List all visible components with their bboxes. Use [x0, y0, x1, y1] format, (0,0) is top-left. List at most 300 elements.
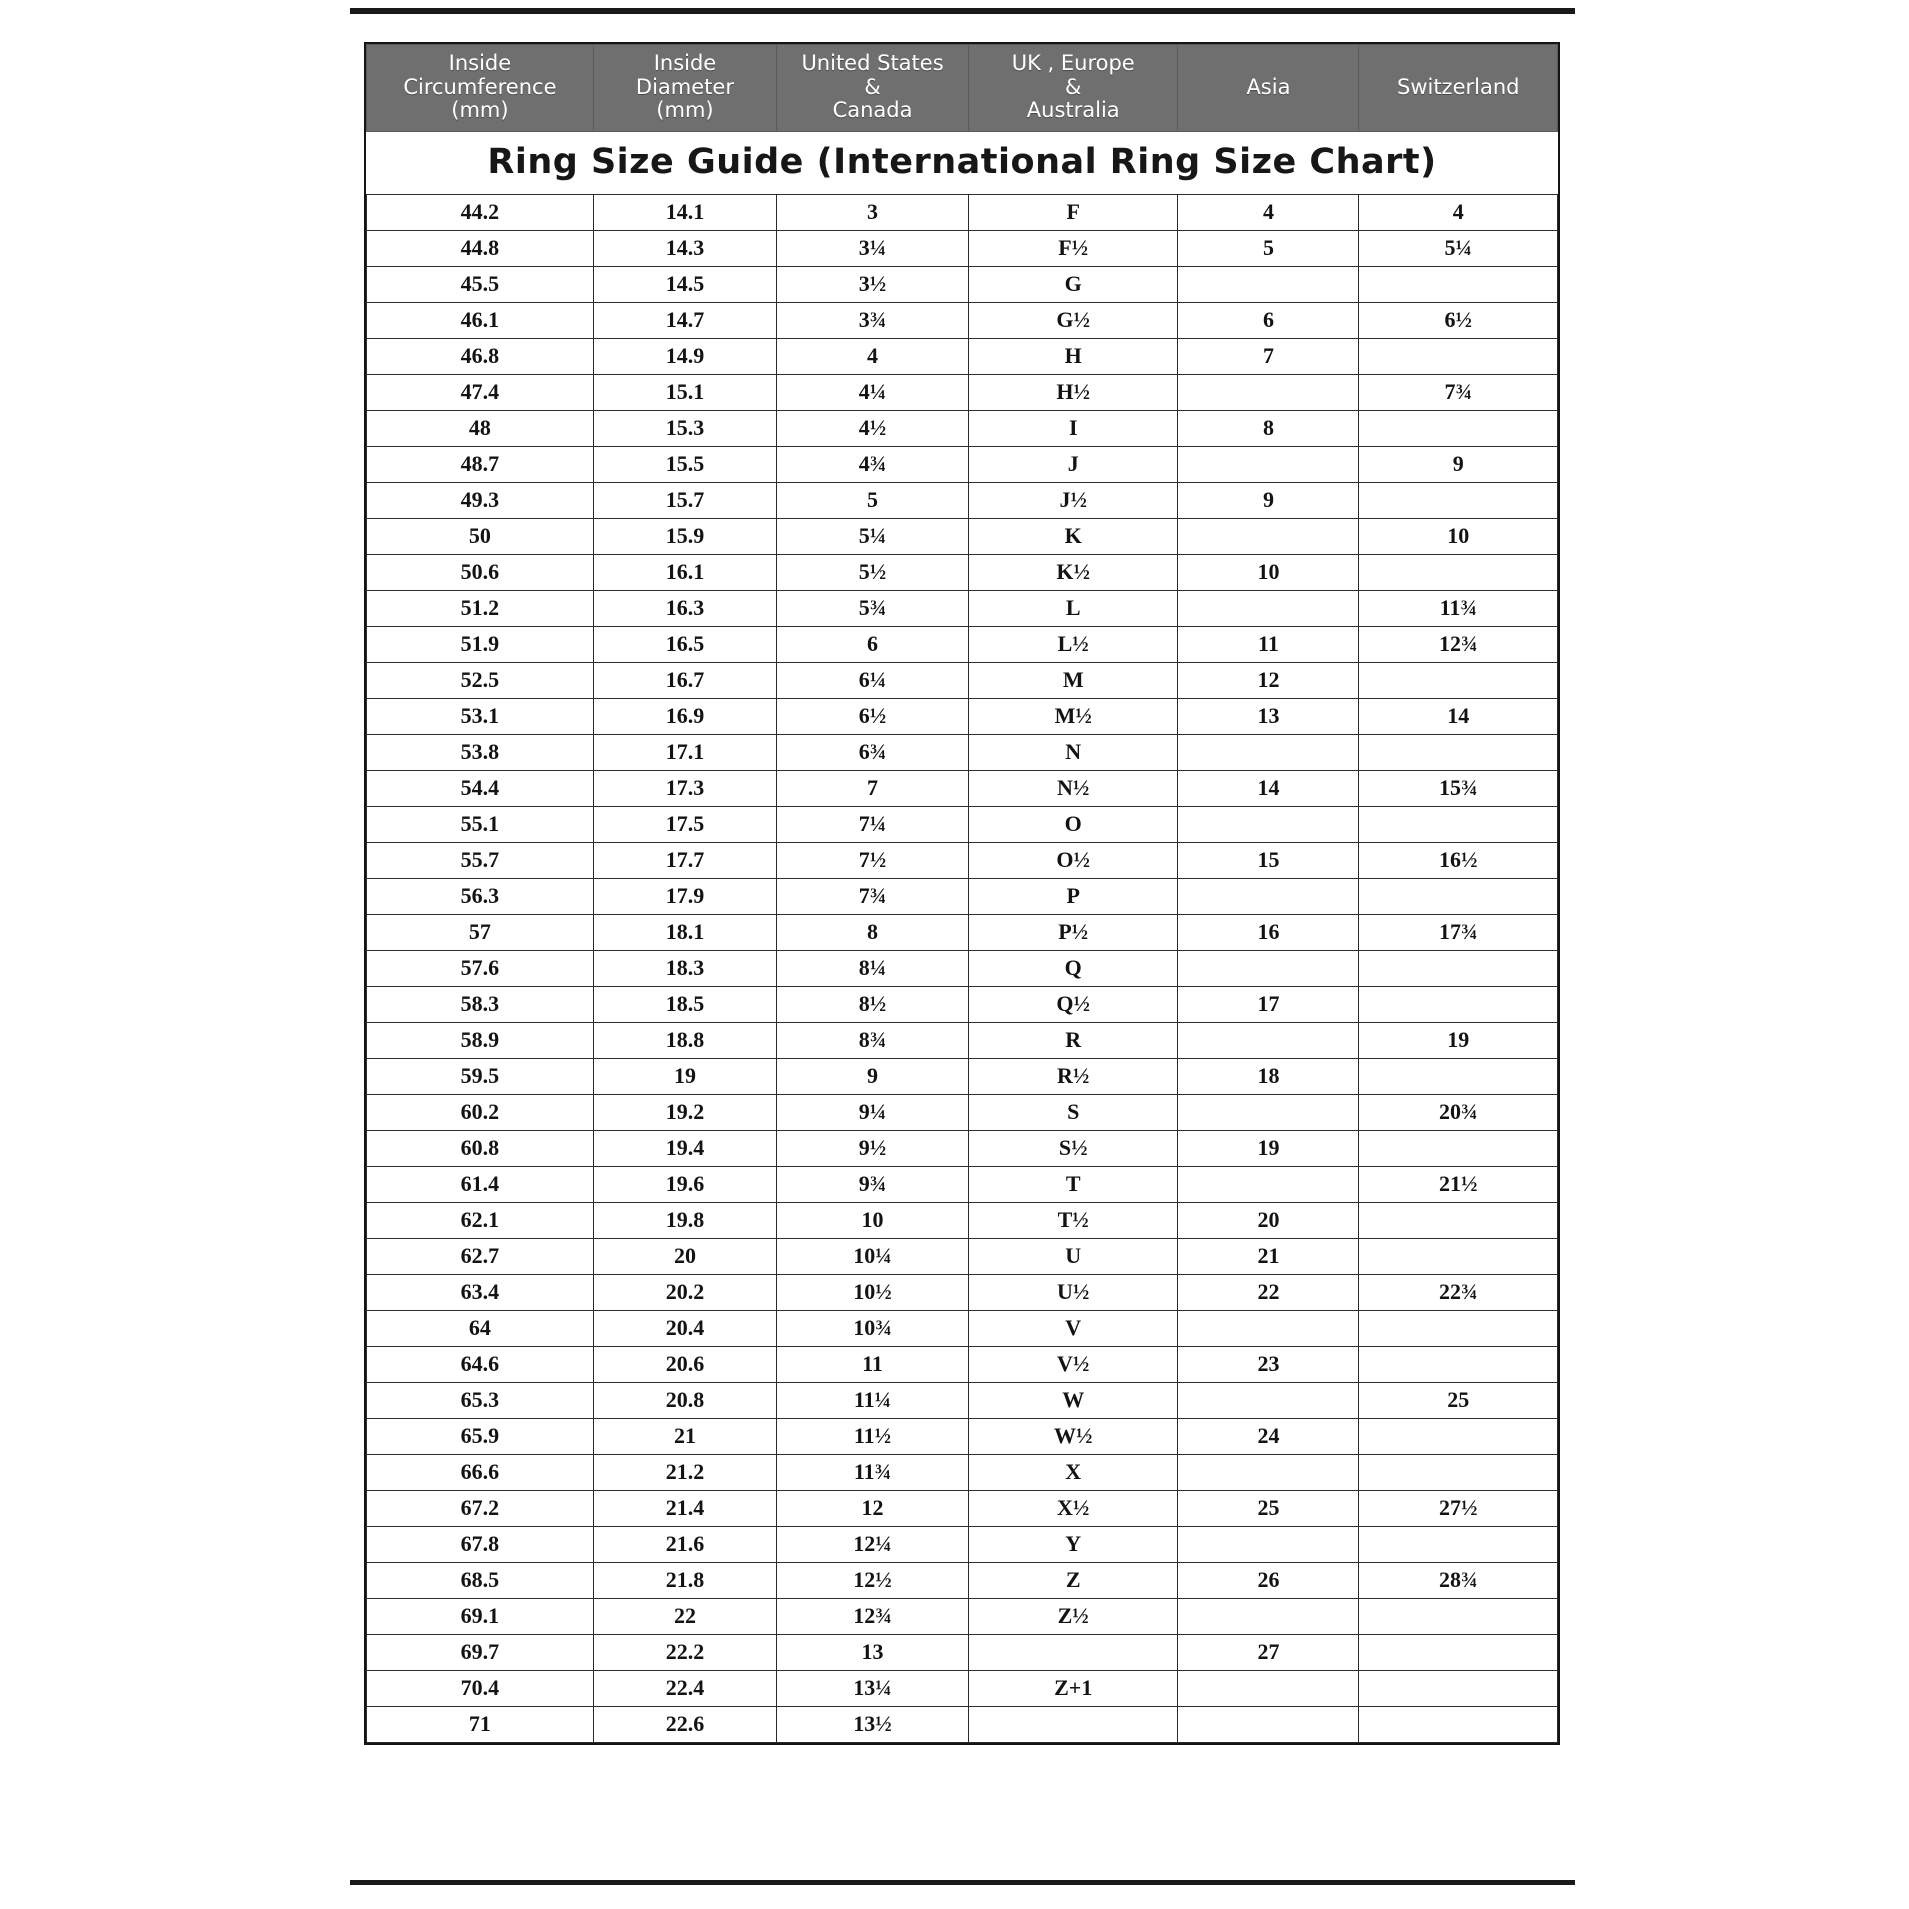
table-header-band: [367, 45, 1558, 132]
cell-r7-c0: 48.7: [367, 446, 594, 482]
cell-r3-c4: 6: [1178, 302, 1359, 338]
cell-r5-c3: H½: [969, 374, 1178, 410]
cell-r26-c5: [1359, 1130, 1558, 1166]
table-row: [367, 482, 1558, 518]
cell-r31-c0: 64: [367, 1310, 594, 1346]
top-rule-line: [350, 8, 1575, 14]
cell-r23-c0: 58.9: [367, 1022, 594, 1058]
cell-r9-c3: K: [969, 518, 1178, 554]
cell-r8-c3: J½: [969, 482, 1178, 518]
cell-r14-c1: 16.9: [593, 698, 776, 734]
cell-r4-c1: 14.9: [593, 338, 776, 374]
column-header-3: [969, 45, 1178, 132]
cell-r20-c3: P½: [969, 914, 1178, 950]
cell-r8-c1: 15.7: [593, 482, 776, 518]
table-row: [367, 950, 1558, 986]
cell-r16-c0: 54.4: [367, 770, 594, 806]
table-row: [367, 698, 1558, 734]
cell-r39-c4: [1178, 1598, 1359, 1634]
cell-r30-c4: 22: [1178, 1274, 1359, 1310]
cell-r38-c4: 26: [1178, 1562, 1359, 1598]
cell-r36-c2: 12: [777, 1490, 969, 1526]
cell-r24-c2: 9: [777, 1058, 969, 1094]
cell-r3-c2: 3¾: [777, 302, 969, 338]
table-row: [367, 1382, 1558, 1418]
cell-r17-c2: 7¼: [777, 806, 969, 842]
cell-r32-c4: 23: [1178, 1346, 1359, 1382]
cell-r24-c1: 19: [593, 1058, 776, 1094]
cell-r36-c5: 27½: [1359, 1490, 1558, 1526]
table-row: [367, 1130, 1558, 1166]
cell-r30-c0: 63.4: [367, 1274, 594, 1310]
cell-r18-c4: 15: [1178, 842, 1359, 878]
cell-r13-c3: M: [969, 662, 1178, 698]
cell-r22-c0: 58.3: [367, 986, 594, 1022]
cell-r6-c0: 48: [367, 410, 594, 446]
cell-r4-c5: [1359, 338, 1558, 374]
table-row: [367, 914, 1558, 950]
cell-r21-c5: [1359, 950, 1558, 986]
column-header-2: [777, 45, 969, 132]
cell-r41-c2: 13¼: [777, 1670, 969, 1706]
cell-r36-c4: 25: [1178, 1490, 1359, 1526]
cell-r13-c5: [1359, 662, 1558, 698]
column-header-1: [593, 45, 776, 132]
table-row: [367, 878, 1558, 914]
cell-r19-c4: [1178, 878, 1359, 914]
cell-r28-c2: 10: [777, 1202, 969, 1238]
cell-r21-c2: 8¼: [777, 950, 969, 986]
cell-r2-c1: 14.5: [593, 266, 776, 302]
cell-r14-c2: 6½: [777, 698, 969, 734]
cell-r13-c4: 12: [1178, 662, 1359, 698]
column-header-4: [1178, 45, 1359, 132]
cell-r32-c1: 20.6: [593, 1346, 776, 1382]
cell-r10-c5: [1359, 554, 1558, 590]
column-header-0-line-0: Inside: [448, 51, 512, 75]
cell-r27-c3: T: [969, 1166, 1178, 1202]
cell-r6-c5: [1359, 410, 1558, 446]
cell-r34-c0: 65.9: [367, 1418, 594, 1454]
cell-r24-c3: R½: [969, 1058, 1178, 1094]
cell-r33-c5: 25: [1359, 1382, 1558, 1418]
column-header-0: [367, 45, 594, 132]
cell-r8-c2: 5: [777, 482, 969, 518]
cell-r12-c5: 12¾: [1359, 626, 1558, 662]
header-row: [367, 45, 1558, 132]
cell-r26-c1: 19.4: [593, 1130, 776, 1166]
cell-r35-c3: X: [969, 1454, 1178, 1490]
title-section: [367, 131, 1558, 194]
cell-r4-c0: 46.8: [367, 338, 594, 374]
cell-r30-c3: U½: [969, 1274, 1178, 1310]
cell-r23-c3: R: [969, 1022, 1178, 1058]
cell-r2-c5: [1359, 266, 1558, 302]
cell-r12-c3: L½: [969, 626, 1178, 662]
column-header-0-line-2: (mm): [451, 98, 509, 123]
cell-r2-c2: 3½: [777, 266, 969, 302]
cell-r33-c0: 65.3: [367, 1382, 594, 1418]
cell-r40-c5: [1359, 1634, 1558, 1670]
cell-r14-c4: 13: [1178, 698, 1359, 734]
cell-r23-c1: 18.8: [593, 1022, 776, 1058]
cell-r30-c5: 22¾: [1359, 1274, 1558, 1310]
table-row: [367, 1058, 1558, 1094]
cell-r37-c2: 12¼: [777, 1526, 969, 1562]
cell-r14-c0: 53.1: [367, 698, 594, 734]
cell-r34-c3: W½: [969, 1418, 1178, 1454]
cell-r10-c2: 5½: [777, 554, 969, 590]
cell-r22-c3: Q½: [969, 986, 1178, 1022]
table-row: [367, 374, 1558, 410]
cell-r27-c2: 9¾: [777, 1166, 969, 1202]
cell-r36-c0: 67.2: [367, 1490, 594, 1526]
cell-r28-c5: [1359, 1202, 1558, 1238]
table-row: [367, 1310, 1558, 1346]
cell-r36-c1: 21.4: [593, 1490, 776, 1526]
cell-r25-c5: 20¾: [1359, 1094, 1558, 1130]
cell-r33-c4: [1178, 1382, 1359, 1418]
cell-r34-c1: 21: [593, 1418, 776, 1454]
cell-r20-c0: 57: [367, 914, 594, 950]
table-row: [367, 1634, 1558, 1670]
column-header-4-line-0: Asia: [1246, 74, 1291, 99]
cell-r37-c4: [1178, 1526, 1359, 1562]
column-header-5-line-0: Switzerland: [1396, 74, 1520, 99]
table-row: [367, 1274, 1558, 1310]
cell-r36-c3: X½: [969, 1490, 1178, 1526]
cell-r3-c5: 6½: [1359, 302, 1558, 338]
column-header-3-line-1: &: [1065, 74, 1082, 99]
cell-r1-c0: 44.8: [367, 230, 594, 266]
cell-r5-c0: 47.4: [367, 374, 594, 410]
column-header-1-line-2: (mm): [656, 98, 714, 123]
cell-r4-c2: 4: [777, 338, 969, 374]
cell-r18-c5: 16½: [1359, 842, 1558, 878]
cell-r0-c0: 44.2: [367, 194, 594, 230]
cell-r20-c4: 16: [1178, 914, 1359, 950]
cell-r42-c2: 13½: [777, 1706, 969, 1742]
cell-r37-c3: Y: [969, 1526, 1178, 1562]
cell-r3-c1: 14.7: [593, 302, 776, 338]
cell-r16-c2: 7: [777, 770, 969, 806]
cell-r41-c4: [1178, 1670, 1359, 1706]
cell-r11-c3: L: [969, 590, 1178, 626]
table-row: [367, 266, 1558, 302]
cell-r33-c3: W: [969, 1382, 1178, 1418]
cell-r33-c1: 20.8: [593, 1382, 776, 1418]
table-row: [367, 1202, 1558, 1238]
cell-r26-c4: 19: [1178, 1130, 1359, 1166]
cell-r17-c5: [1359, 806, 1558, 842]
cell-r29-c1: 20: [593, 1238, 776, 1274]
table-row: [367, 1022, 1558, 1058]
cell-r20-c1: 18.1: [593, 914, 776, 950]
cell-r27-c4: [1178, 1166, 1359, 1202]
cell-r16-c4: 14: [1178, 770, 1359, 806]
cell-r21-c0: 57.6: [367, 950, 594, 986]
cell-r28-c3: T½: [969, 1202, 1178, 1238]
cell-r26-c0: 60.8: [367, 1130, 594, 1166]
scanned-sheet: [350, 0, 1575, 1909]
cell-r7-c1: 15.5: [593, 446, 776, 482]
cell-r29-c5: [1359, 1238, 1558, 1274]
table-row: [367, 1346, 1558, 1382]
table-row: [367, 1238, 1558, 1274]
cell-r38-c1: 21.8: [593, 1562, 776, 1598]
table-row: [367, 1670, 1558, 1706]
table-row: [367, 770, 1558, 806]
column-header-2-line-1: &: [864, 74, 881, 99]
cell-r10-c1: 16.1: [593, 554, 776, 590]
cell-r35-c0: 66.6: [367, 1454, 594, 1490]
cell-r24-c4: 18: [1178, 1058, 1359, 1094]
cell-r4-c3: H: [969, 338, 1178, 374]
cell-r31-c4: [1178, 1310, 1359, 1346]
cell-r42-c4: [1178, 1706, 1359, 1742]
cell-r27-c5: 21½: [1359, 1166, 1558, 1202]
column-header-2-line-2: Canada: [832, 98, 913, 123]
cell-r31-c3: V: [969, 1310, 1178, 1346]
cell-r18-c3: O½: [969, 842, 1178, 878]
cell-r32-c3: V½: [969, 1346, 1178, 1382]
table-row: [367, 1490, 1558, 1526]
cell-r12-c4: 11: [1178, 626, 1359, 662]
cell-r21-c1: 18.3: [593, 950, 776, 986]
cell-r27-c0: 61.4: [367, 1166, 594, 1202]
cell-r9-c2: 5¼: [777, 518, 969, 554]
cell-r34-c5: [1359, 1418, 1558, 1454]
cell-r10-c0: 50.6: [367, 554, 594, 590]
cell-r16-c3: N½: [969, 770, 1178, 806]
column-header-3-line-0: UK , Europe: [1011, 51, 1135, 75]
cell-r28-c1: 19.8: [593, 1202, 776, 1238]
cell-r29-c2: 10¼: [777, 1238, 969, 1274]
cell-r7-c4: [1178, 446, 1359, 482]
cell-r11-c4: [1178, 590, 1359, 626]
table-row: [367, 734, 1558, 770]
cell-r8-c5: [1359, 482, 1558, 518]
cell-r32-c0: 64.6: [367, 1346, 594, 1382]
cell-r1-c4: 5: [1178, 230, 1359, 266]
table-row: [367, 662, 1558, 698]
cell-r0-c3: F: [969, 194, 1178, 230]
cell-r6-c3: I: [969, 410, 1178, 446]
cell-r20-c5: 17¾: [1359, 914, 1558, 950]
cell-r25-c0: 60.2: [367, 1094, 594, 1130]
table-row: [367, 806, 1558, 842]
cell-r25-c2: 9¼: [777, 1094, 969, 1130]
table-body: [367, 194, 1558, 1742]
table-row: [367, 1166, 1558, 1202]
ring-size-chart-table: [366, 44, 1558, 1743]
cell-r19-c1: 17.9: [593, 878, 776, 914]
cell-r22-c2: 8½: [777, 986, 969, 1022]
table-row: [367, 1598, 1558, 1634]
cell-r39-c1: 22: [593, 1598, 776, 1634]
cell-r15-c2: 6¾: [777, 734, 969, 770]
cell-r31-c5: [1359, 1310, 1558, 1346]
cell-r10-c4: 10: [1178, 554, 1359, 590]
table-row: [367, 410, 1558, 446]
table-row: [367, 302, 1558, 338]
cell-r15-c5: [1359, 734, 1558, 770]
cell-r9-c4: [1178, 518, 1359, 554]
cell-r39-c0: 69.1: [367, 1598, 594, 1634]
cell-r6-c1: 15.3: [593, 410, 776, 446]
cell-r10-c3: K½: [969, 554, 1178, 590]
cell-r9-c1: 15.9: [593, 518, 776, 554]
cell-r24-c5: [1359, 1058, 1558, 1094]
cell-r4-c4: 7: [1178, 338, 1359, 374]
cell-r42-c5: [1359, 1706, 1558, 1742]
cell-r15-c0: 53.8: [367, 734, 594, 770]
cell-r31-c2: 10¾: [777, 1310, 969, 1346]
cell-r39-c3: Z½: [969, 1598, 1178, 1634]
cell-r40-c0: 69.7: [367, 1634, 594, 1670]
cell-r14-c3: M½: [969, 698, 1178, 734]
table-row: [367, 1094, 1558, 1130]
table-row: [367, 626, 1558, 662]
table-row: [367, 194, 1558, 230]
cell-r38-c5: 28¾: [1359, 1562, 1558, 1598]
cell-r3-c0: 46.1: [367, 302, 594, 338]
cell-r35-c2: 11¾: [777, 1454, 969, 1490]
cell-r41-c0: 70.4: [367, 1670, 594, 1706]
cell-r12-c1: 16.5: [593, 626, 776, 662]
cell-r18-c2: 7½: [777, 842, 969, 878]
cell-r11-c1: 16.3: [593, 590, 776, 626]
column-header-3-line-2: Australia: [1026, 98, 1120, 123]
cell-r42-c0: 71: [367, 1706, 594, 1742]
cell-r25-c3: S: [969, 1094, 1178, 1130]
cell-r7-c3: J: [969, 446, 1178, 482]
cell-r19-c0: 56.3: [367, 878, 594, 914]
cell-r13-c0: 52.5: [367, 662, 594, 698]
cell-r20-c2: 8: [777, 914, 969, 950]
cell-r29-c4: 21: [1178, 1238, 1359, 1274]
table-row: [367, 446, 1558, 482]
cell-r40-c2: 13: [777, 1634, 969, 1670]
cell-r38-c2: 12½: [777, 1562, 969, 1598]
cell-r11-c2: 5¾: [777, 590, 969, 626]
cell-r0-c2: 3: [777, 194, 969, 230]
cell-r5-c4: [1178, 374, 1359, 410]
cell-r19-c3: P: [969, 878, 1178, 914]
cell-r17-c4: [1178, 806, 1359, 842]
cell-r33-c2: 11¼: [777, 1382, 969, 1418]
cell-r29-c0: 62.7: [367, 1238, 594, 1274]
cell-r5-c2: 4¼: [777, 374, 969, 410]
cell-r34-c2: 11½: [777, 1418, 969, 1454]
table-row: [367, 338, 1558, 374]
cell-r14-c5: 14: [1359, 698, 1558, 734]
table-row: [367, 1706, 1558, 1742]
cell-r1-c2: 3¼: [777, 230, 969, 266]
cell-r37-c1: 21.6: [593, 1526, 776, 1562]
cell-r30-c2: 10½: [777, 1274, 969, 1310]
table-row: [367, 518, 1558, 554]
cell-r26-c3: S½: [969, 1130, 1178, 1166]
cell-r26-c2: 9½: [777, 1130, 969, 1166]
cell-r9-c0: 50: [367, 518, 594, 554]
cell-r37-c5: [1359, 1526, 1558, 1562]
cell-r32-c5: [1359, 1346, 1558, 1382]
cell-r22-c5: [1359, 986, 1558, 1022]
cell-r16-c1: 17.3: [593, 770, 776, 806]
cell-r17-c1: 17.5: [593, 806, 776, 842]
column-header-5: [1359, 45, 1558, 132]
cell-r35-c5: [1359, 1454, 1558, 1490]
cell-r13-c1: 16.7: [593, 662, 776, 698]
cell-r9-c5: 10: [1359, 518, 1558, 554]
cell-r32-c2: 11: [777, 1346, 969, 1382]
cell-r18-c0: 55.7: [367, 842, 594, 878]
cell-r39-c5: [1359, 1598, 1558, 1634]
table-row: [367, 554, 1558, 590]
cell-r37-c0: 67.8: [367, 1526, 594, 1562]
cell-r6-c4: 8: [1178, 410, 1359, 446]
cell-r42-c3: [969, 1706, 1178, 1742]
cell-r22-c1: 18.5: [593, 986, 776, 1022]
cell-r19-c2: 7¾: [777, 878, 969, 914]
cell-r40-c4: 27: [1178, 1634, 1359, 1670]
cell-r0-c1: 14.1: [593, 194, 776, 230]
cell-r30-c1: 20.2: [593, 1274, 776, 1310]
cell-r41-c5: [1359, 1670, 1558, 1706]
table-row: [367, 1454, 1558, 1490]
cell-r39-c2: 12¾: [777, 1598, 969, 1634]
cell-r17-c3: O: [969, 806, 1178, 842]
cell-r0-c4: 4: [1178, 194, 1359, 230]
cell-r11-c5: 11¾: [1359, 590, 1558, 626]
cell-r31-c1: 20.4: [593, 1310, 776, 1346]
cell-r1-c1: 14.3: [593, 230, 776, 266]
cell-r7-c2: 4¾: [777, 446, 969, 482]
cell-r5-c5: 7¾: [1359, 374, 1558, 410]
cell-r28-c0: 62.1: [367, 1202, 594, 1238]
cell-r13-c2: 6¼: [777, 662, 969, 698]
cell-r35-c4: [1178, 1454, 1359, 1490]
table-row: [367, 842, 1558, 878]
cell-r15-c1: 17.1: [593, 734, 776, 770]
cell-r23-c5: 19: [1359, 1022, 1558, 1058]
cell-r11-c0: 51.2: [367, 590, 594, 626]
cell-r40-c3: [969, 1634, 1178, 1670]
cell-r25-c4: [1178, 1094, 1359, 1130]
cell-r12-c2: 6: [777, 626, 969, 662]
table-row: [367, 1526, 1558, 1562]
cell-r40-c1: 22.2: [593, 1634, 776, 1670]
column-header-2-line-0: United States: [801, 51, 944, 75]
cell-r42-c1: 22.6: [593, 1706, 776, 1742]
cell-r2-c0: 45.5: [367, 266, 594, 302]
bottom-rule-line: [350, 1880, 1575, 1885]
column-header-1-line-1: Diameter: [635, 74, 734, 99]
cell-r6-c2: 4½: [777, 410, 969, 446]
cell-r3-c3: G½: [969, 302, 1178, 338]
cell-r8-c4: 9: [1178, 482, 1359, 518]
cell-r2-c4: [1178, 266, 1359, 302]
table-row: [367, 1562, 1558, 1598]
cell-r19-c5: [1359, 878, 1558, 914]
cell-r7-c5: 9: [1359, 446, 1558, 482]
cell-r8-c0: 49.3: [367, 482, 594, 518]
cell-r24-c0: 59.5: [367, 1058, 594, 1094]
table-row: [367, 986, 1558, 1022]
table-row: [367, 590, 1558, 626]
column-header-0-line-1: Circumference: [403, 74, 557, 99]
